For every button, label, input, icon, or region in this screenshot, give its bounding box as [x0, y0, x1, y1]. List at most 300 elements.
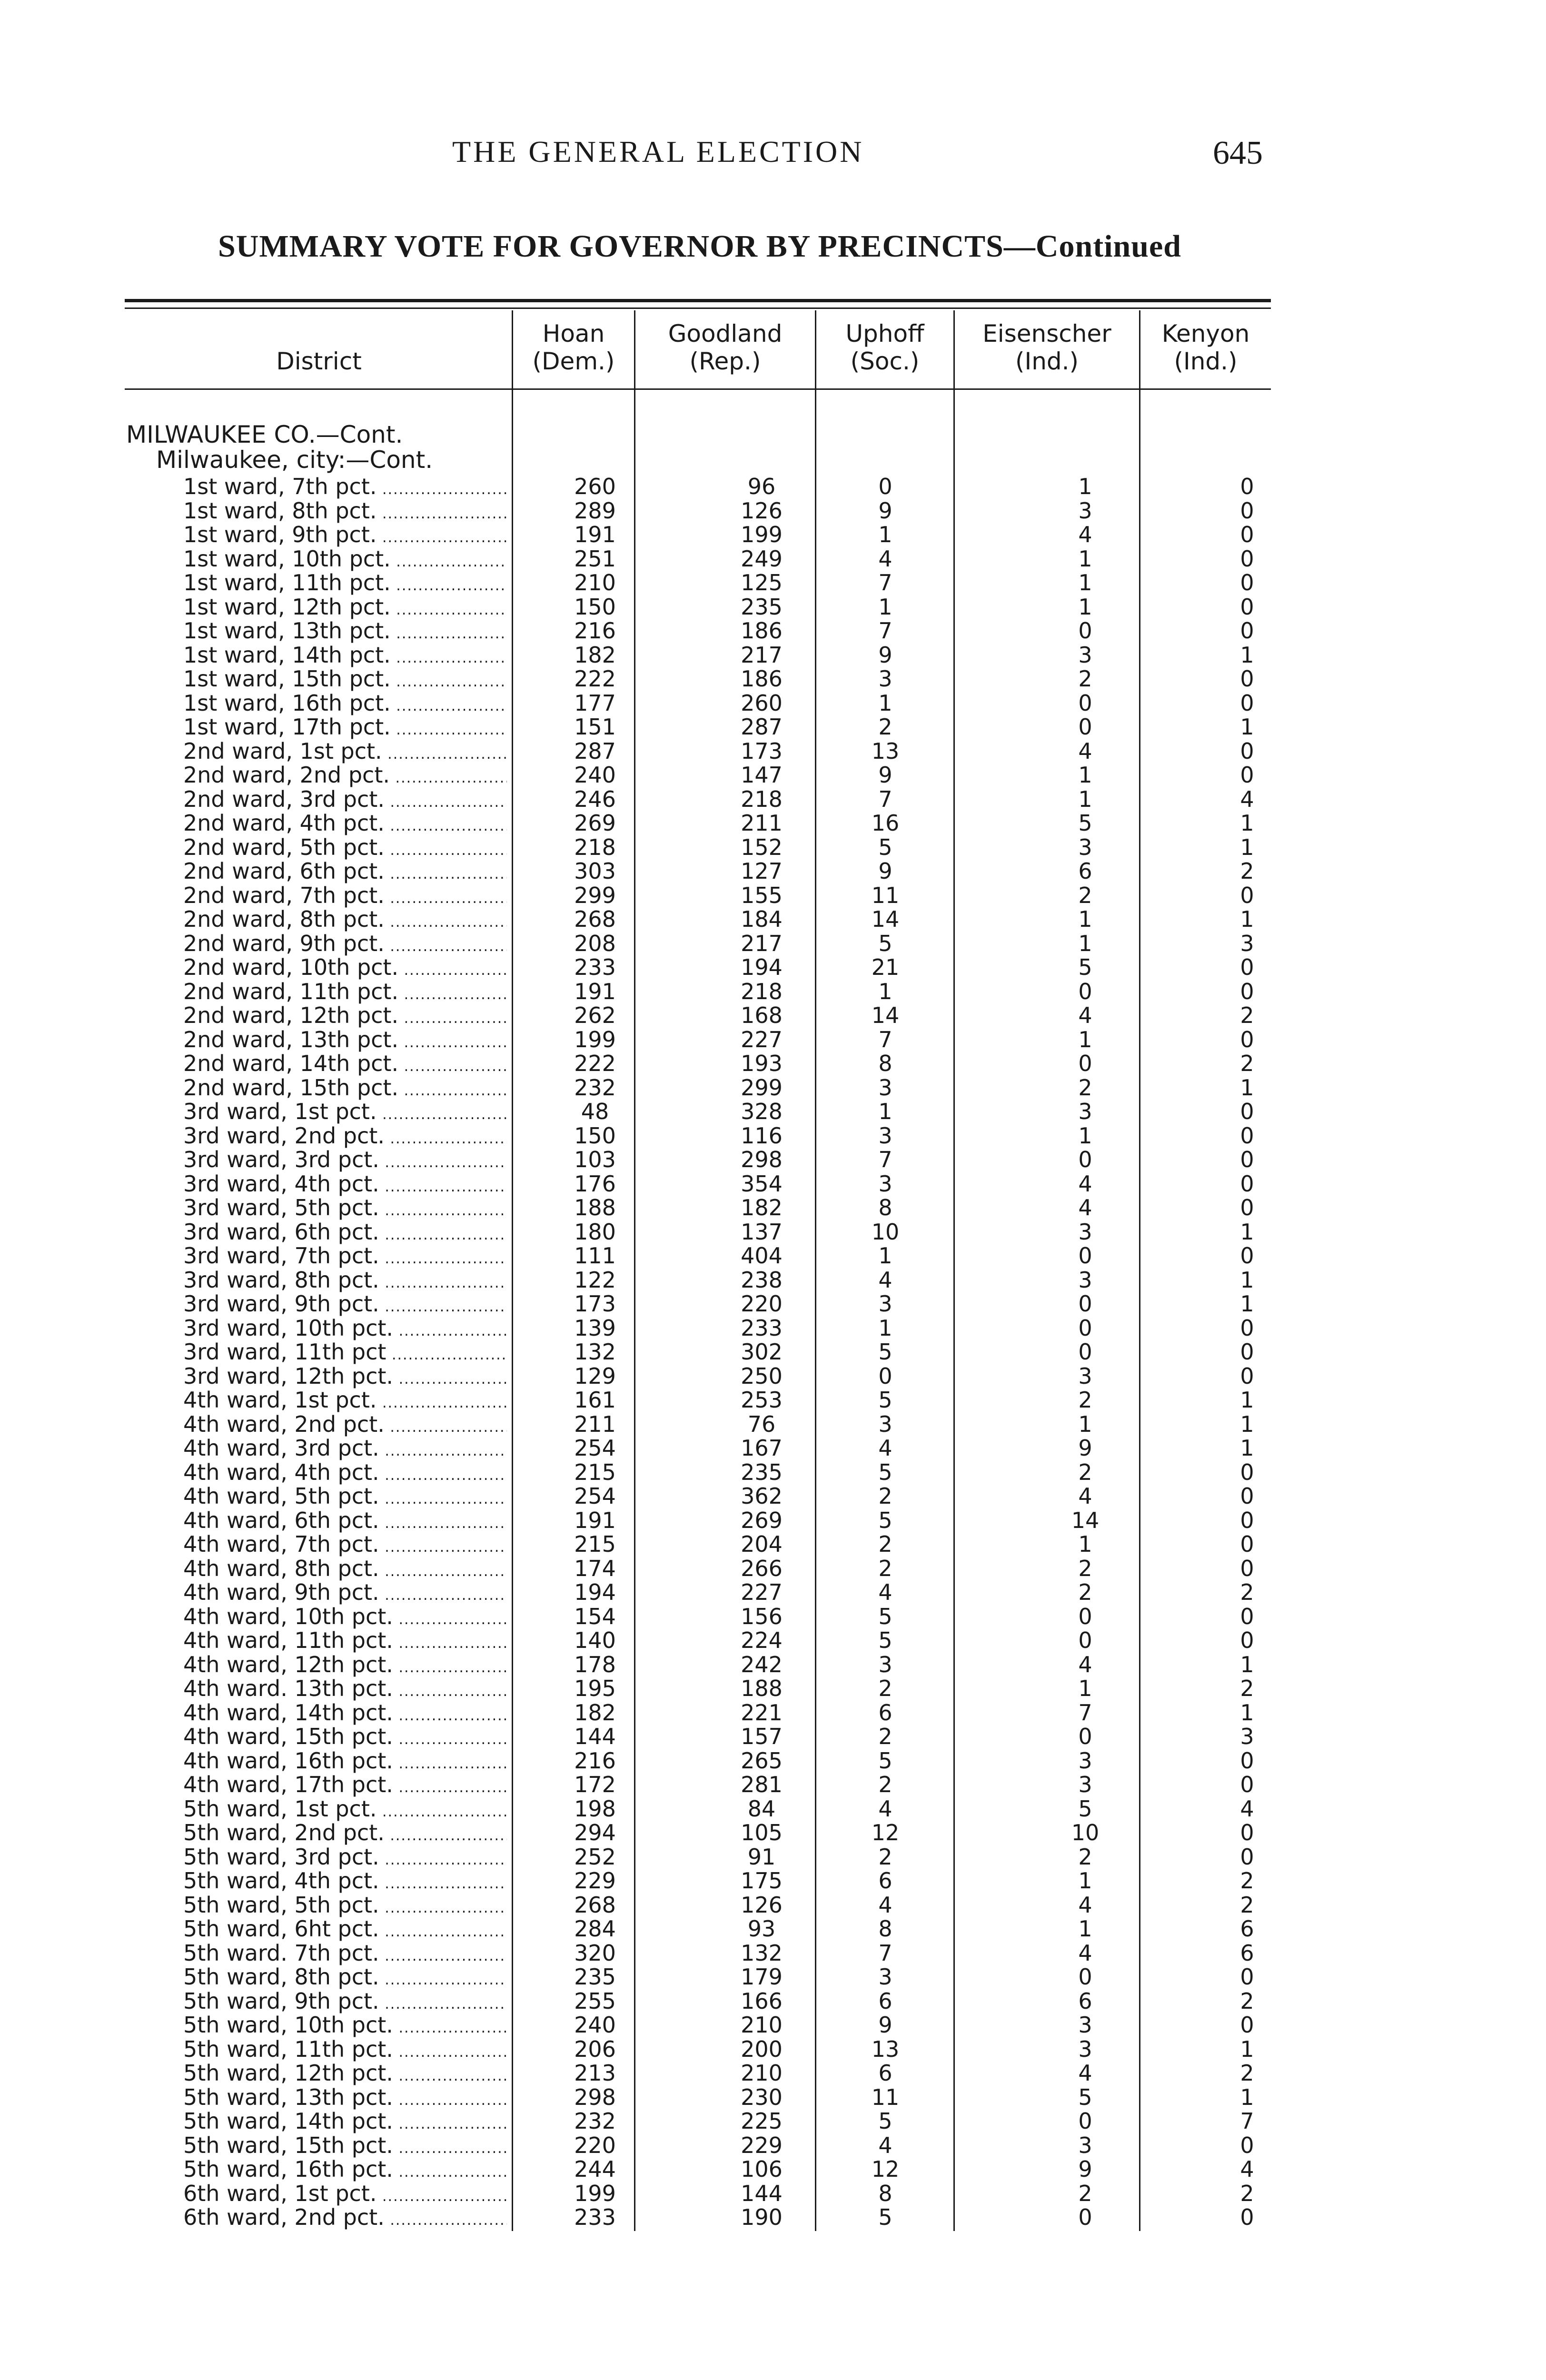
- uphoff-votes: 21: [871, 954, 900, 980]
- goodland-votes: 93: [747, 1916, 776, 1942]
- eisenscher-votes: 4: [1078, 738, 1092, 764]
- uphoff-votes: 4: [878, 1892, 892, 1918]
- goodland-votes: 229: [741, 2132, 783, 2158]
- uphoff-votes: 5: [878, 1339, 892, 1365]
- district-name: 3rd ward, 5th pct. .....: [183, 1196, 507, 1223]
- hoan-votes: 222: [574, 1051, 616, 1076]
- eisenscher-votes: 6: [1078, 1988, 1092, 2014]
- table-row: [0, 1124, 1546, 1148]
- kenyon-votes: 1: [1240, 1651, 1254, 1677]
- table-row: [0, 1725, 1546, 1749]
- table-row: [0, 595, 1546, 619]
- goodland-votes: 188: [741, 1676, 783, 1701]
- hoan-votes: 240: [574, 2012, 616, 2038]
- goodland-votes: 287: [741, 714, 783, 740]
- eisenscher-votes: 2: [1078, 1555, 1092, 1581]
- goodland-votes: 281: [741, 1772, 783, 1797]
- uphoff-votes: 1: [878, 978, 892, 1004]
- precinct-rows: [0, 475, 1546, 2230]
- kenyon-votes: 4: [1240, 1795, 1254, 1822]
- goodland-votes: 186: [741, 666, 783, 692]
- uphoff-votes: 4: [878, 1435, 892, 1461]
- district-name: 4th ward, 16th pct. .....: [183, 1749, 507, 1776]
- district-name: 5th ward, 3rd pct. .....: [183, 1845, 507, 1872]
- hoan-votes: 173: [574, 1291, 616, 1317]
- district-name: 5th ward, 13th pct. .....: [183, 2085, 507, 2112]
- hoan-votes: 198: [574, 1795, 616, 1822]
- goodland-votes: 155: [741, 882, 783, 908]
- uphoff-votes: 8: [878, 1916, 892, 1942]
- column-header-goodland: Goodland (Rep.): [668, 320, 783, 375]
- kenyon-votes: 0: [1240, 2204, 1254, 2230]
- kenyon-votes: 1: [1240, 642, 1254, 668]
- kenyon-votes: 0: [1240, 2012, 1254, 2038]
- table-row: [0, 2205, 1546, 2230]
- kenyon-votes: 0: [1240, 666, 1254, 692]
- district-name: 4th ward, 11th pct. .....: [183, 1628, 507, 1656]
- goodland-votes: 218: [741, 978, 783, 1004]
- district-name: 4th ward, 8th pct. .....: [183, 1557, 507, 1584]
- goodland-votes: 137: [741, 1219, 783, 1245]
- kenyon-votes: 2: [1240, 2180, 1254, 2206]
- kenyon-votes: 0: [1240, 1170, 1254, 1197]
- table-row: [0, 1701, 1546, 1725]
- eisenscher-votes: 2: [1078, 1579, 1092, 1605]
- hoan-votes: 268: [574, 1892, 616, 1918]
- eisenscher-votes: 0: [1078, 690, 1092, 716]
- hoan-votes: 233: [574, 954, 616, 980]
- table-row: [0, 2013, 1546, 2037]
- eisenscher-votes: 3: [1078, 1099, 1092, 1124]
- hoan-votes: 299: [574, 882, 616, 908]
- goodland-votes: 269: [741, 1507, 783, 1533]
- kenyon-votes: 6: [1240, 1940, 1254, 1966]
- district-name: 3rd ward, 3rd pct. .....: [183, 1148, 507, 1175]
- uphoff-votes: 5: [878, 930, 892, 956]
- district-name: 5th ward, 2nd pct. .....: [183, 1821, 507, 1848]
- eisenscher-votes: 2: [1078, 882, 1092, 908]
- hoan-votes: 176: [574, 1170, 616, 1197]
- uphoff-votes: 8: [878, 1195, 892, 1220]
- district-name: 4th ward, 3rd pct. .....: [183, 1436, 507, 1463]
- goodland-votes: 91: [747, 1844, 776, 1870]
- kenyon-votes: 0: [1240, 1603, 1254, 1629]
- hoan-votes: 215: [574, 1531, 616, 1557]
- table-row: [0, 1436, 1546, 1460]
- kenyon-votes: 0: [1240, 1964, 1254, 1990]
- kenyon-votes: 1: [1240, 2084, 1254, 2110]
- eisenscher-votes: 4: [1078, 1195, 1092, 1220]
- hoan-votes: 191: [574, 978, 616, 1004]
- district-name: 5th ward, 10th pct. .....: [183, 2013, 507, 2040]
- goodland-votes: 125: [741, 570, 783, 595]
- kenyon-votes: 2: [1240, 1051, 1254, 1076]
- district-name: 2nd ward, 6th pct. .....: [183, 859, 507, 886]
- uphoff-votes: 3: [878, 1122, 892, 1149]
- eisenscher-votes: 3: [1078, 1747, 1092, 1774]
- district-name: 4th ward, 17th pct. .....: [183, 1773, 507, 1800]
- hoan-votes: 233: [574, 2204, 616, 2230]
- kenyon-votes: 0: [1240, 570, 1254, 595]
- district-name: 4th ward, 10th pct. .....: [183, 1605, 507, 1632]
- eisenscher-votes: 3: [1078, 2036, 1092, 2062]
- uphoff-votes: 1: [878, 1243, 892, 1269]
- district-name: 6th ward, 1st pct. .....: [183, 2182, 507, 2209]
- table-row: [0, 2061, 1546, 2085]
- table-row: [0, 1893, 1546, 1917]
- eisenscher-votes: 0: [1078, 1627, 1092, 1653]
- district-name: 2nd ward, 7th pct. .....: [183, 883, 507, 911]
- hoan-votes: 215: [574, 1459, 616, 1485]
- eisenscher-votes: 1: [1078, 1868, 1092, 1894]
- hoan-votes: 154: [574, 1603, 616, 1629]
- hoan-votes: 218: [574, 834, 616, 860]
- district-name: 5th ward, 8th pct. .....: [183, 1965, 507, 1992]
- uphoff-votes: 5: [878, 2204, 892, 2230]
- table-row: [0, 811, 1546, 835]
- eisenscher-votes: 0: [1078, 1315, 1092, 1341]
- hoan-votes: 222: [574, 666, 616, 692]
- eisenscher-votes: 0: [1078, 1051, 1092, 1076]
- district-name: 3rd ward, 8th pct. .....: [183, 1268, 507, 1295]
- district-name: 1st ward, 12th pct. .....: [183, 595, 507, 622]
- goodland-votes: 166: [741, 1988, 783, 2014]
- eisenscher-votes: 3: [1078, 2132, 1092, 2158]
- district-name: 4th ward, 1st pct. .....: [183, 1388, 507, 1415]
- district-name: 4th ward, 9th pct. .....: [183, 1580, 507, 1607]
- eisenscher-votes: 5: [1078, 1795, 1092, 1822]
- kenyon-votes: 0: [1240, 522, 1254, 547]
- hoan-votes: 220: [574, 2132, 616, 2158]
- uphoff-votes: 9: [878, 642, 892, 668]
- hoan-votes: 210: [574, 570, 616, 595]
- uphoff-votes: 16: [871, 810, 900, 836]
- uphoff-votes: 9: [878, 2012, 892, 2038]
- hoan-votes: 294: [574, 1820, 616, 1845]
- uphoff-votes: 1: [878, 522, 892, 547]
- district-name: 1st ward, 7th pct. .....: [183, 475, 507, 502]
- kenyon-votes: 6: [1240, 1916, 1254, 1942]
- district-name: 1st ward, 8th pct. .....: [183, 499, 507, 526]
- eisenscher-votes: 4: [1078, 2060, 1092, 2086]
- kenyon-votes: 1: [1240, 2036, 1254, 2062]
- goodland-votes: 249: [741, 545, 783, 572]
- table-row: [0, 955, 1546, 980]
- uphoff-votes: 13: [871, 2036, 900, 2062]
- district-name: 1st ward, 15th pct. .....: [183, 667, 507, 694]
- kenyon-votes: 1: [1240, 1411, 1254, 1437]
- eisenscher-votes: 7: [1078, 1699, 1092, 1726]
- kenyon-votes: 0: [1240, 618, 1254, 644]
- goodland-votes: 127: [741, 858, 783, 884]
- eisenscher-votes: 0: [1078, 978, 1092, 1004]
- eisenscher-votes: 10: [1071, 1820, 1100, 1845]
- eisenscher-votes: 1: [1078, 570, 1092, 595]
- table-row: [0, 1989, 1546, 2013]
- hoan-votes: 188: [574, 1195, 616, 1220]
- uphoff-votes: 0: [878, 1363, 892, 1389]
- district-name: 3rd ward, 11th pct .....: [183, 1340, 507, 1367]
- district-name: 2nd ward, 3rd pct. .....: [183, 787, 507, 814]
- eisenscher-votes: 1: [1078, 1916, 1092, 1942]
- uphoff-votes: 5: [878, 1459, 892, 1485]
- kenyon-votes: 2: [1240, 1676, 1254, 1701]
- district-name: 2nd ward, 8th pct. .....: [183, 907, 507, 934]
- eisenscher-votes: 0: [1078, 2108, 1092, 2134]
- kenyon-votes: 1: [1240, 1291, 1254, 1317]
- table-row: [0, 1003, 1546, 1028]
- eisenscher-votes: 5: [1078, 2084, 1092, 2110]
- goodland-votes: 354: [741, 1170, 783, 1197]
- hoan-votes: 150: [574, 1122, 616, 1149]
- eisenscher-votes: 3: [1078, 2012, 1092, 2038]
- eisenscher-votes: 1: [1078, 1676, 1092, 1701]
- hoan-votes: 191: [574, 1507, 616, 1533]
- eisenscher-votes: 6: [1078, 858, 1092, 884]
- uphoff-votes: 6: [878, 2060, 892, 2086]
- uphoff-votes: 5: [878, 1603, 892, 1629]
- uphoff-votes: 8: [878, 1051, 892, 1076]
- eisenscher-votes: 0: [1078, 1964, 1092, 1990]
- goodland-votes: 404: [741, 1243, 783, 1269]
- goodland-votes: 126: [741, 1892, 783, 1918]
- goodland-votes: 175: [741, 1868, 783, 1894]
- kenyon-votes: 0: [1240, 954, 1254, 980]
- column-header-kenyon: Kenyon (Ind.): [1161, 320, 1250, 375]
- kenyon-votes: 2: [1240, 1579, 1254, 1605]
- uphoff-votes: 4: [878, 2132, 892, 2158]
- district-name: 1st ward, 9th pct. .....: [183, 523, 507, 550]
- uphoff-votes: 1: [878, 1099, 892, 1124]
- eisenscher-votes: 1: [1078, 1026, 1092, 1052]
- hoan-votes: 172: [574, 1772, 616, 1797]
- running-title: THE GENERAL ELECTION: [452, 135, 864, 169]
- table-row: [0, 1605, 1546, 1629]
- kenyon-votes: 0: [1240, 1195, 1254, 1220]
- eisenscher-votes: 4: [1078, 1002, 1092, 1028]
- eisenscher-votes: 9: [1078, 1435, 1092, 1461]
- hoan-votes: 298: [574, 2084, 616, 2110]
- table-heading: SUMMARY VOTE FOR GOVERNOR BY PRECINCTS—Continued: [218, 229, 1181, 264]
- district-name: 1st ward, 13th pct. .....: [183, 619, 507, 646]
- goodland-votes: 221: [741, 1699, 783, 1726]
- eisenscher-votes: 1: [1078, 1411, 1092, 1437]
- kenyon-votes: 2: [1240, 1892, 1254, 1918]
- goodland-votes: 193: [741, 1051, 783, 1076]
- hoan-votes: 244: [574, 2156, 616, 2182]
- uphoff-votes: 5: [878, 1387, 892, 1413]
- uphoff-votes: 5: [878, 834, 892, 860]
- uphoff-votes: 5: [878, 2108, 892, 2134]
- table-row: [0, 2037, 1546, 2062]
- district-name: 5th ward. 7th pct. .....: [183, 1941, 507, 1968]
- table-row: [0, 1196, 1546, 1220]
- kenyon-votes: 2: [1240, 858, 1254, 884]
- hoan-votes: 260: [574, 474, 616, 499]
- district-name: 2nd ward, 14th pct. .....: [183, 1051, 507, 1079]
- district-name: 5th ward, 5th pct. .....: [183, 1893, 507, 1920]
- hoan-votes: 161: [574, 1387, 616, 1413]
- table-row: [0, 1917, 1546, 1941]
- table-row: [0, 1965, 1546, 1989]
- top-rule-thin: [125, 307, 1271, 309]
- eisenscher-votes: 4: [1078, 1940, 1092, 1966]
- district-name: 6th ward, 2nd pct. .....: [183, 2205, 507, 2232]
- hoan-votes: 232: [574, 1074, 616, 1101]
- kenyon-votes: 0: [1240, 1483, 1254, 1509]
- eisenscher-votes: 1: [1078, 474, 1092, 499]
- eisenscher-votes: 1: [1078, 906, 1092, 932]
- kenyon-votes: 2: [1240, 1868, 1254, 1894]
- hoan-votes: 287: [574, 738, 616, 764]
- table-row: [0, 547, 1546, 571]
- goodland-votes: 218: [741, 786, 783, 812]
- city-label: Milwaukee, city:—Cont.: [156, 446, 433, 474]
- kenyon-votes: 0: [1240, 545, 1254, 572]
- district-name: 2nd ward, 9th pct. .....: [183, 932, 507, 959]
- eisenscher-votes: 14: [1071, 1507, 1100, 1533]
- uphoff-votes: 5: [878, 1747, 892, 1774]
- goodland-votes: 186: [741, 618, 783, 644]
- uphoff-votes: 2: [878, 1531, 892, 1557]
- kenyon-votes: 4: [1240, 2156, 1254, 2182]
- table-row: [0, 2109, 1546, 2133]
- goodland-votes: 105: [741, 1820, 783, 1845]
- uphoff-votes: 14: [871, 906, 900, 932]
- table-row: [0, 1148, 1546, 1172]
- district-name: 1st ward, 17th pct. .....: [183, 715, 507, 742]
- goodland-votes: 233: [741, 1315, 783, 1341]
- goodland-votes: 217: [741, 642, 783, 668]
- uphoff-votes: 7: [878, 618, 892, 644]
- table-row: [0, 1797, 1546, 1821]
- district-name: 4th ward, 6th pct. .....: [183, 1508, 507, 1536]
- kenyon-votes: 0: [1240, 1459, 1254, 1485]
- table-row: [0, 1821, 1546, 1845]
- goodland-votes: 235: [741, 1459, 783, 1485]
- eisenscher-votes: 3: [1078, 1219, 1092, 1245]
- county-label: MILWAUKEE CO.—Cont.: [126, 421, 403, 448]
- district-name: 4th ward. 13th pct. .....: [183, 1676, 507, 1704]
- table-row: [0, 1292, 1546, 1316]
- district-name: 1st ward, 10th pct. .....: [183, 547, 507, 574]
- goodland-votes: 152: [741, 834, 783, 860]
- hoan-votes: 213: [574, 2060, 616, 2086]
- goodland-votes: 260: [741, 690, 783, 716]
- uphoff-votes: 4: [878, 1579, 892, 1605]
- goodland-votes: 182: [741, 1195, 783, 1220]
- uphoff-votes: 7: [878, 1026, 892, 1052]
- uphoff-votes: 7: [878, 1940, 892, 1966]
- column-header-district: District: [276, 347, 362, 375]
- table-row: [0, 1532, 1546, 1557]
- district-name: 2nd ward, 4th pct. .....: [183, 811, 507, 838]
- kenyon-votes: 0: [1240, 1531, 1254, 1557]
- kenyon-votes: 0: [1240, 1026, 1254, 1052]
- hoan-votes: 132: [574, 1339, 616, 1365]
- kenyon-votes: 0: [1240, 1243, 1254, 1269]
- kenyon-votes: 4: [1240, 786, 1254, 812]
- goodland-votes: 190: [741, 2204, 783, 2230]
- hoan-votes: 232: [574, 2108, 616, 2134]
- kenyon-votes: 3: [1240, 930, 1254, 956]
- goodland-votes: 250: [741, 1363, 783, 1389]
- eisenscher-votes: 1: [1078, 1531, 1092, 1557]
- table-row: [0, 1268, 1546, 1292]
- table-row: [0, 2182, 1546, 2206]
- goodland-votes: 210: [741, 2012, 783, 2038]
- eisenscher-votes: 4: [1078, 1651, 1092, 1677]
- district-name: 5th ward, 15th pct. .....: [183, 2133, 507, 2161]
- table-row: [0, 932, 1546, 956]
- eisenscher-votes: 4: [1078, 1170, 1092, 1197]
- eisenscher-votes: 2: [1078, 666, 1092, 692]
- hoan-votes: 284: [574, 1916, 616, 1942]
- hoan-votes: 246: [574, 786, 616, 812]
- uphoff-votes: 14: [871, 1002, 900, 1028]
- district-name: 5th ward, 16th pct. .....: [183, 2157, 507, 2184]
- uphoff-votes: 7: [878, 1147, 892, 1172]
- table-row: [0, 1172, 1546, 1196]
- eisenscher-votes: 1: [1078, 786, 1092, 812]
- goodland-votes: 179: [741, 1964, 783, 1990]
- kenyon-votes: 2: [1240, 1988, 1254, 2014]
- kenyon-votes: 0: [1240, 762, 1254, 788]
- eisenscher-votes: 2: [1078, 1074, 1092, 1101]
- eisenscher-votes: 3: [1078, 1772, 1092, 1797]
- goodland-votes: 242: [741, 1651, 783, 1677]
- goodland-votes: 147: [741, 762, 783, 788]
- goodland-votes: 235: [741, 594, 783, 620]
- goodland-votes: 96: [747, 474, 776, 499]
- top-rule-thick: [125, 299, 1271, 302]
- eisenscher-votes: 2: [1078, 1459, 1092, 1485]
- hoan-votes: 211: [574, 1411, 616, 1437]
- goodland-votes: 211: [741, 810, 783, 836]
- table-row: [0, 523, 1546, 547]
- eisenscher-votes: 0: [1078, 1291, 1092, 1317]
- district-name: 3rd ward, 6th pct. .....: [183, 1220, 507, 1247]
- district-name: 1st ward, 14th pct. .....: [183, 643, 507, 670]
- uphoff-votes: 11: [871, 882, 900, 908]
- table-row: [0, 1028, 1546, 1052]
- uphoff-votes: 5: [878, 1507, 892, 1533]
- kenyon-votes: 1: [1240, 1435, 1254, 1461]
- eisenscher-votes: 3: [1078, 834, 1092, 860]
- table-row: [0, 1076, 1546, 1100]
- goodland-votes: 173: [741, 738, 783, 764]
- uphoff-votes: 8: [878, 2180, 892, 2206]
- table-row: [0, 1340, 1546, 1364]
- kenyon-votes: 0: [1240, 978, 1254, 1004]
- hoan-votes: 289: [574, 497, 616, 524]
- table-row: [0, 475, 1546, 499]
- hoan-votes: 182: [574, 642, 616, 668]
- uphoff-votes: 1: [878, 1315, 892, 1341]
- uphoff-votes: 9: [878, 497, 892, 524]
- goodland-votes: 157: [741, 1724, 783, 1749]
- kenyon-votes: 2: [1240, 1002, 1254, 1028]
- eisenscher-votes: 3: [1078, 642, 1092, 668]
- hoan-votes: 195: [574, 1676, 616, 1701]
- hoan-votes: 199: [574, 2180, 616, 2206]
- goodland-votes: 217: [741, 930, 783, 956]
- district-name: 3rd ward, 9th pct. .....: [183, 1292, 507, 1319]
- district-name: 5th ward, 14th pct. .....: [183, 2109, 507, 2136]
- table-row: [0, 643, 1546, 667]
- table-row: [0, 835, 1546, 860]
- district-name: 1st ward, 16th pct. .....: [183, 691, 507, 718]
